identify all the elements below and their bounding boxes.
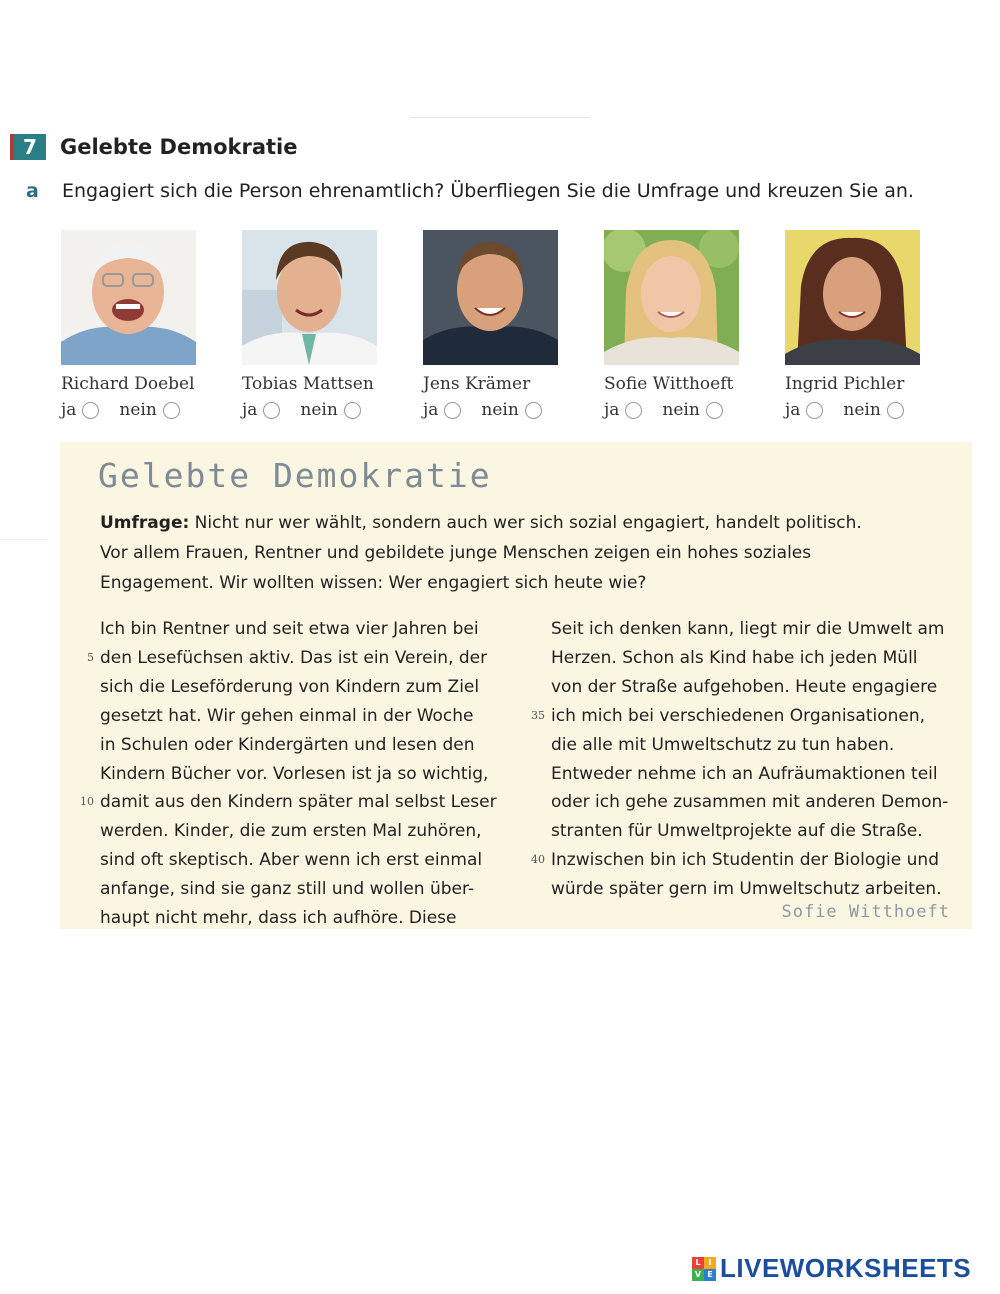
no-label: nein: [843, 400, 881, 420]
logo-tile: L: [692, 1257, 704, 1269]
yes-radio[interactable]: [82, 402, 99, 419]
exercise-number: 7: [10, 134, 46, 160]
text-line: [100, 846, 520, 875]
line-text: in Schulen oder Kindergärten und lesen den: [100, 734, 475, 755]
line-text: die alle mit Umweltschutz zu tun haben.: [551, 734, 895, 755]
liveworksheets-wordmark: LIVEWORKSHEETS: [720, 1253, 972, 1283]
no-label: nein: [662, 400, 700, 420]
side-divider: [0, 539, 48, 540]
person-name: Sofie Witthoeft: [604, 374, 734, 394]
text-line: [531, 846, 961, 875]
line-text: werden. Kinder, die zum ersten Mal zuhören,: [100, 821, 482, 842]
line-text: sich die Leseförderung von Kindern zum Ziel: [100, 676, 480, 697]
article-signature: Sofie Witthoeft: [781, 902, 950, 922]
task-instruction: [26, 180, 914, 202]
yes-radio[interactable]: [444, 402, 461, 419]
person-card: [242, 230, 412, 420]
logo-tile: V: [692, 1269, 704, 1281]
intro-line: Engagement. Wir wollten wissen: Wer engagiert sich heute wie?: [100, 573, 647, 593]
yes-label: ja: [785, 400, 801, 420]
yes-radio[interactable]: [806, 402, 823, 419]
yes-label: ja: [61, 400, 77, 420]
text-line: [551, 760, 961, 789]
survey-article: [60, 442, 972, 929]
person-card: [785, 230, 955, 420]
text-line: [100, 702, 520, 731]
line-number: 35: [531, 708, 545, 722]
person-name: Richard Doebel: [61, 374, 195, 394]
yes-label: ja: [604, 400, 620, 420]
article-title: Gelebte Demokratie: [98, 456, 492, 495]
text-line: [100, 673, 520, 702]
person-name: Jens Krämer: [423, 374, 531, 394]
text-line: [100, 817, 520, 846]
line-text: von der Straße aufgehoben. Heute engagiere: [551, 676, 938, 697]
text-line: [551, 615, 961, 644]
article-intro: [100, 508, 930, 598]
logo-tile: E: [704, 1269, 716, 1281]
left-column: [80, 615, 520, 933]
line-text: sind oft skeptisch. Aber wenn ich erst einmal: [100, 850, 483, 871]
person-photo: [242, 230, 377, 365]
liveworksheets-logo: [692, 1253, 971, 1284]
no-label: nein: [481, 400, 519, 420]
no-radio[interactable]: [344, 402, 361, 419]
line-text: Seit ich denken kann, liegt mir die Umwelt am: [551, 619, 945, 639]
line-text: Kindern Bücher vor. Vorlesen ist ja so wichtig,: [100, 763, 489, 784]
line-text: Ich bin Rentner und seit etwa vier Jahren bei: [100, 619, 479, 639]
line-text: würde später gern im Umweltschutz arbeiten.: [551, 879, 942, 900]
person-choices: [604, 400, 774, 420]
top-divider: [410, 117, 590, 118]
person-card: [61, 230, 231, 420]
line-text: anfange, sind sie ganz still und wollen über-: [100, 879, 475, 900]
no-radio[interactable]: [163, 402, 180, 419]
yes-radio[interactable]: [625, 402, 642, 419]
no-radio[interactable]: [525, 402, 542, 419]
line-text: den Lesefüchsen aktiv. Das ist ein Verein, der: [100, 647, 488, 668]
right-column: [531, 615, 961, 904]
line-text: Herzen. Schon als Kind habe ich jeden Müll: [551, 647, 918, 668]
text-line: [100, 731, 520, 760]
task-text: Engagiert sich die Person ehrenamtlich? Überfliegen Sie die Umfrage und kreuzen Sie an.: [62, 180, 914, 202]
person-photo: [61, 230, 196, 365]
text-line: [551, 673, 961, 702]
no-label: nein: [119, 400, 157, 420]
exercise-header: [10, 134, 298, 160]
person-photo: [604, 230, 739, 365]
no-radio[interactable]: [887, 402, 904, 419]
yes-label: ja: [242, 400, 258, 420]
intro-label: Umfrage:: [100, 513, 190, 533]
logo-tile: I: [704, 1257, 716, 1269]
text-line: [551, 644, 961, 673]
line-text: haupt nicht mehr, dass ich aufhöre. Diese: [100, 908, 457, 929]
liveworksheets-icon: [692, 1257, 716, 1281]
line-number: 40: [531, 853, 545, 867]
line-text: gesetzt hat. Wir gehen einmal in der Woche: [100, 705, 474, 726]
line-text: stranten für Umweltprojekte auf die Straße.: [551, 821, 923, 842]
text-line: [80, 788, 520, 817]
yes-label: ja: [423, 400, 439, 420]
person-name: Tobias Mattsen: [242, 374, 374, 394]
text-line: [551, 788, 961, 817]
person-photo: [785, 230, 920, 365]
text-line: [87, 644, 520, 673]
line-number: 10: [80, 795, 94, 809]
person-photo: [423, 230, 558, 365]
task-letter: a: [26, 180, 39, 202]
text-line: [551, 731, 961, 760]
text-line: [100, 875, 520, 904]
person-choices: [242, 400, 412, 420]
person-choices: [423, 400, 593, 420]
line-text: Inzwischen bin ich Studentin der Biologie und: [551, 850, 939, 871]
line-text: ich mich bei verschiedenen Organisationen,: [551, 705, 926, 726]
person-card: [604, 230, 774, 420]
no-radio[interactable]: [706, 402, 723, 419]
line-number: 5: [87, 650, 94, 664]
person-name: Ingrid Pichler: [785, 374, 905, 394]
text-line: [100, 904, 520, 933]
line-text: oder ich gehe zusammen mit anderen Demon-: [551, 792, 949, 813]
line-text: Entweder nehme ich an Aufräumaktionen teil: [551, 763, 938, 784]
text-line: [100, 760, 520, 789]
person-choices: [61, 400, 231, 420]
text-line: [551, 817, 961, 846]
exercise-title: Gelebte Demokratie: [60, 135, 298, 159]
intro-line: Nicht nur wer wählt, sondern auch wer sich sozial engagiert, handelt politisch.: [189, 513, 862, 533]
person-choices: [785, 400, 955, 420]
no-label: nein: [300, 400, 338, 420]
text-line: [551, 875, 961, 904]
text-line: [100, 615, 520, 644]
intro-line: Vor allem Frauen, Rentner und gebildete junge Menschen zeigen ein hohes soziales: [100, 543, 812, 563]
line-text: damit aus den Kindern später mal selbst Leser: [100, 792, 497, 813]
text-line: [531, 702, 961, 731]
yes-radio[interactable]: [263, 402, 280, 419]
person-card: [423, 230, 593, 420]
